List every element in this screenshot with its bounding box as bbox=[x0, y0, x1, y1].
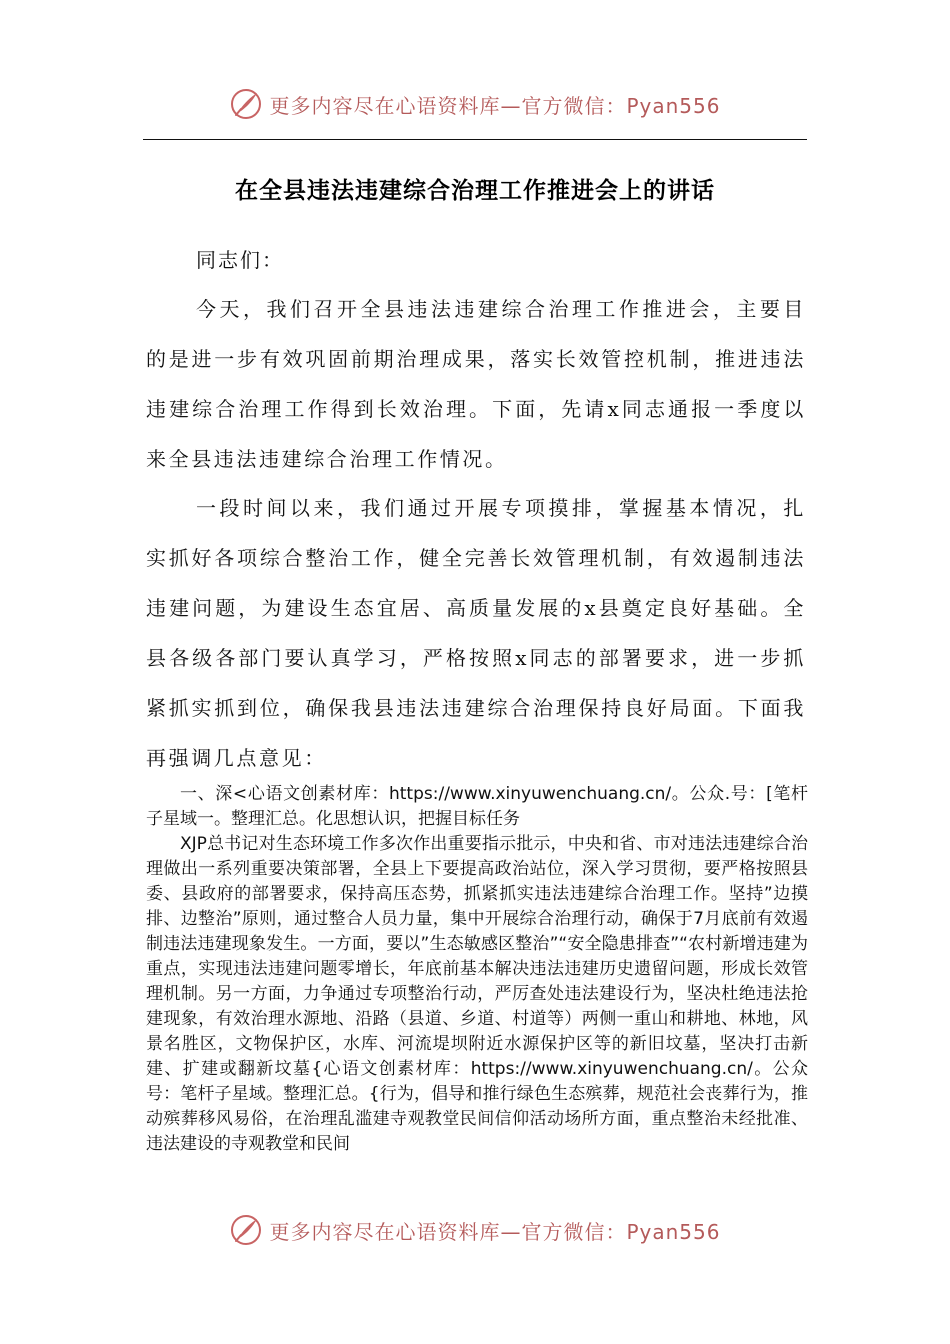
watermark-header bbox=[0, 84, 950, 124]
watermark-text: 更多内容尽在心语资料库—官方微信：Pyan556 bbox=[269, 1219, 721, 1244]
paragraph-2: 一段时间以来，我们通过开展专项摸排，掌握基本情况，扎实抓好各项综合整治工作，健全完善长效管理机制，有效遏制违法违建问题，为建设生态宜居、高质量发展的x县奠定良好基础。全县各级各部门要认真学习，严格按照x同志的部署要求，进一步抓紧抓实抓到位，确保我县违法违建综合治理保持良好局面。下面我再强调几点意见： bbox=[146, 496, 806, 770]
paragraph-1: 今天，我们召开全县违法违建综合治理工作推进会，主要目的是进一步有效巩固前期治理成果，落实长效管控机制，推进违法违建综合治理工作得到长效治理。下面，先请x同志通报一季度以来全县违法违建综合治理工作情况。 bbox=[146, 297, 806, 471]
feather-pen-logo-icon bbox=[229, 1213, 263, 1247]
page-title: 在全县违法违建综合治理工作推进会上的讲话 bbox=[235, 178, 715, 204]
salutation: 同志们： bbox=[196, 248, 284, 272]
section-heading: 一、深<心语文创素材库：https://www.xinyuwenchuang.cn/。公众.号：[笔杆子星域一。整理汇总。化思想认识，把握目标任务 bbox=[146, 784, 808, 829]
header-divider bbox=[143, 139, 807, 140]
body-section bbox=[146, 782, 808, 1157]
feather-pen-logo-icon bbox=[229, 87, 263, 121]
watermark-text: 更多内容尽在心语资料库—官方微信：Pyan556 bbox=[269, 93, 721, 118]
watermark-footer bbox=[0, 1210, 950, 1250]
paragraph-3: XJP总书记对生态环境工作多次作出重要指示批示，中央和省、市对违法违建综合治理做出一系列重要决策部署，全县上下要提高政治站位，深入学习贯彻，要严格按照县委、县政府的部署要求，保持高压态势，抓紧抓实违法违建综合治理工作。坚持”边摸排、边整治”原则，通过整合人员力量，集中开展综合治理行动，确保于7月底前有效遏制违法违建现象发生。一方面，要以”生态敏感区整治”“安全隐患排查”“农村新增违建为重点，实现违法违建问题零增长，年底前基本解决违法违建历史遗留问题，形成长效管理机制。另一方面，力争通过专项整治行动，严厉查处违法建设行为，坚决杜绝违法抢建现象，有效治理水源地、沿路（县道、乡道、村道等）两侧一重山和耕地、林地，风景名胜区，文物保护区，水库、河流堤坝附近水源保护区等的新旧坟墓，坚决打击新建、扩建或翻新坟墓{心语文创素材库：https://www.xinyuwenchuang.cn/。公众号：笔杆子星域。整理汇总。{行为，倡导和推行绿色生态殡葬，规范社会丧葬行为，推动殡葬移风易俗，在治理乱滥建寺观教堂民间信仰活动场所方面，重点整治未经批准、违法建设的寺观教堂和民间 bbox=[146, 834, 808, 1154]
